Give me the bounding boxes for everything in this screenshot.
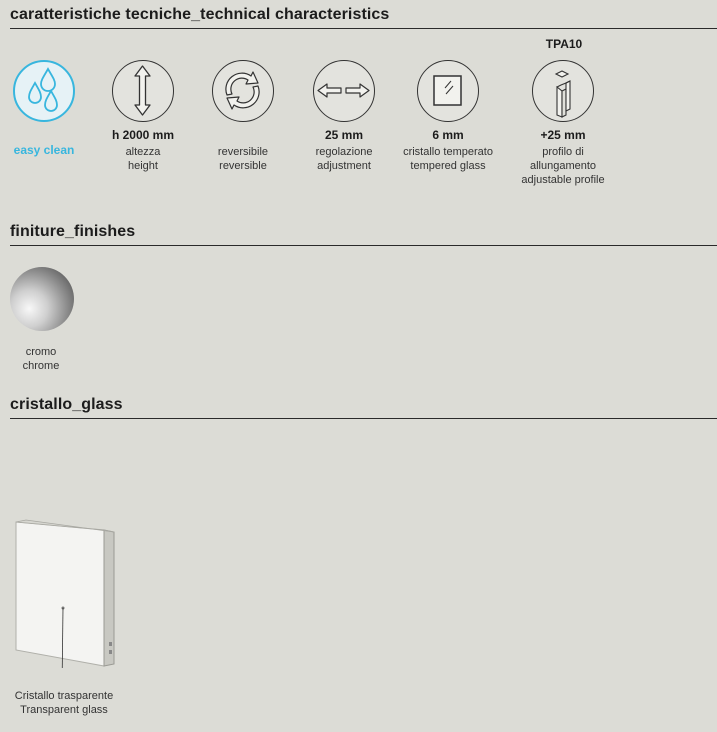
feature-extension-profile (508, 60, 618, 187)
finishes-section-title: finiture_finishes (10, 223, 136, 240)
height-label-en: height (128, 160, 158, 172)
glass-label-en: tempered glass (410, 160, 486, 172)
chrome-swatch (10, 267, 74, 331)
reverse-arrows-icon (212, 60, 274, 122)
finish-label-it: cromo (25, 346, 57, 358)
glass-label-en: Transparent glass (20, 704, 108, 716)
tpa-code: TPA10 (545, 37, 583, 51)
glass-label-it: cristallo temperato (403, 146, 493, 158)
glass-label (6, 689, 122, 717)
profile-value: +25 mm (540, 128, 586, 142)
horizontal-arrows-icon (313, 60, 375, 122)
reversible-label-it: reversibile (217, 146, 269, 158)
section-divider (10, 28, 717, 29)
technical-section-title: caratteristiche tecniche_technical characteristics (10, 6, 390, 23)
adjustment-label-it: regolazione (315, 146, 373, 158)
reversible-label-en: reversible (219, 160, 267, 172)
extension-profile-icon (532, 60, 594, 122)
section-divider (10, 245, 717, 246)
glass-section-title: cristallo_glass (10, 396, 123, 413)
easy-clean-label: easy clean (13, 143, 75, 157)
feature-height (88, 60, 198, 173)
glass-pane-icon (417, 60, 479, 122)
profile-label-it: profilo di allungamento (529, 146, 597, 172)
section-divider (10, 418, 717, 419)
height-label-it: altezza (125, 146, 161, 158)
height-value: h 2000 mm (111, 128, 175, 142)
adjustment-value: 25 mm (324, 128, 364, 142)
glass-label-it: Cristallo trasparente (14, 690, 114, 702)
finish-label (8, 345, 74, 373)
feature-easy-clean (0, 60, 99, 157)
feature-tempered-glass (393, 60, 503, 173)
vertical-arrow-icon (112, 60, 174, 122)
reversible-value (188, 128, 298, 143)
feature-adjustment (289, 60, 399, 173)
finish-label-en: chrome (22, 360, 60, 372)
profile-label-en: adjustable profile (521, 174, 605, 186)
glass-panel-image (14, 518, 118, 673)
glass-value: 6 mm (432, 128, 464, 142)
water-drops-icon (13, 60, 75, 122)
feature-reversible (188, 60, 298, 173)
adjustment-label-en: adjustment (317, 160, 371, 172)
